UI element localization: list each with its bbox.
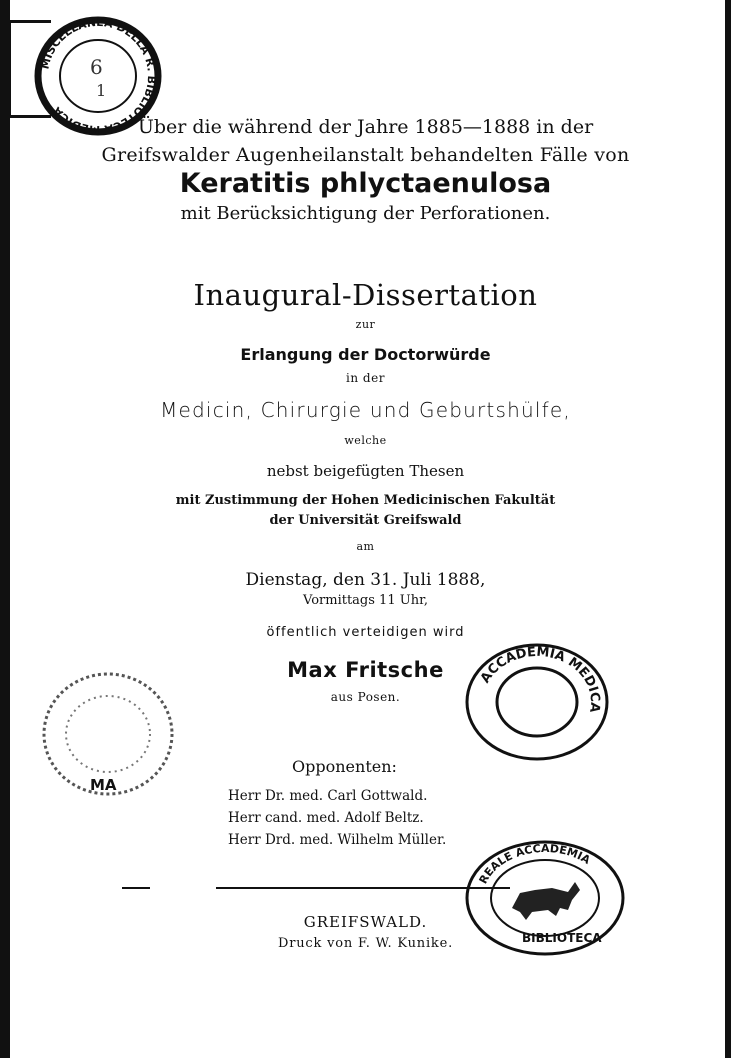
stamp-text-left-middle: MA [90, 776, 117, 794]
text-fields: Medicin, Chirurgie und Geburtshülfe, [160, 398, 571, 422]
text-thesen: nebst beigefügten Thesen [266, 462, 465, 480]
title-line-1: Über die während der Jahre 1885—1888 in der [137, 116, 594, 138]
animal-emblem-icon [512, 882, 580, 920]
imprint-place: GREIFSWALD. [303, 913, 428, 931]
text-zur: zur [355, 318, 376, 331]
text-time: Vormittags 11 Uhr, [303, 593, 428, 608]
text-erlangung: Erlangung der Doctorwürde [240, 345, 491, 364]
dissertation-heading: Inaugural-Dissertation [193, 278, 538, 312]
text-date: Dienstag, den 31. Juli 1888, [245, 570, 486, 590]
text-zustimmung: mit Zustimmung der Hohen Medicinischen Fakultät [175, 493, 556, 508]
divider-short [122, 887, 150, 889]
text-verteidigen: öffentlich verteidigen wird [266, 625, 465, 640]
stamp-biblioteca [460, 838, 630, 958]
title-line-4: mit Berücksichtigung der Perforationen. [180, 203, 551, 224]
stamp-text-accademia: ACCADEMIA MEDICA [477, 644, 603, 714]
svg-text:6: 6 [90, 55, 103, 79]
svg-text:1: 1 [96, 81, 107, 100]
stamp-left-middle [38, 668, 178, 803]
title-main: Keratitis phlyctaenulosa [179, 168, 552, 199]
stamp-text-biblioteca: BIBLIOTECA [522, 931, 602, 945]
stamp-text-top-left: MISCELLANEA DELLA R. BIBLIOTECA MEDICA [38, 16, 159, 136]
stamp-accademia-medica [460, 642, 615, 762]
author-name: Max Fritsche [287, 658, 444, 682]
text-universitaet: der Universität Greifswald [269, 513, 462, 528]
text-in-der: in der [346, 371, 385, 385]
text-am: am [356, 540, 375, 553]
text-welche: welche [344, 434, 387, 447]
imprint-printer: Druck von F. W. Kunike. [277, 936, 454, 951]
opponent-3: Herr Drd. med. Wilhelm Müller. [228, 832, 447, 848]
opponent-1: Herr Dr. med. Carl Gottwald. [228, 788, 428, 804]
opponent-2: Herr cand. med. Adolf Beltz. [228, 810, 424, 826]
stamp-text-reale: REALE ACCADEMIA [476, 841, 593, 887]
opponents-label: Opponenten: [292, 757, 397, 776]
text-origin: aus Posen. [330, 690, 401, 704]
title-line-2: Greifswalder Augenheilanstalt behandelten Fälle von [101, 144, 630, 166]
